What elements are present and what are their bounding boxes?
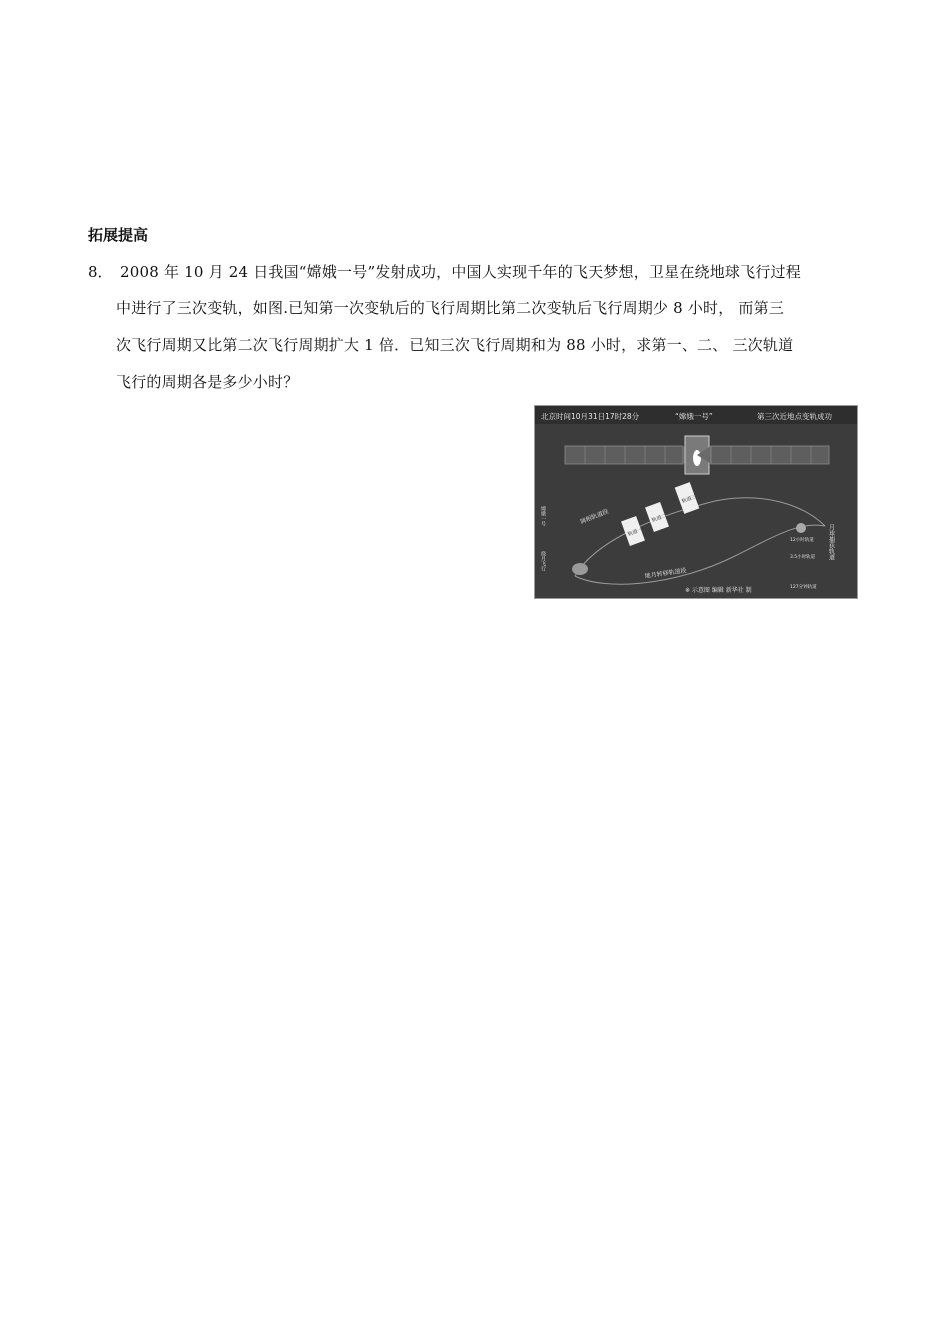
orbit-tag-1 — [621, 516, 645, 546]
svg-text:轨道一: 轨道一 — [627, 526, 644, 538]
diagram-header-center: “嫦娥一号” — [675, 412, 713, 421]
label-phasing-orbit: 调相轨道段 — [579, 508, 610, 526]
diagram-header-left: 北京时间10月31日17时28分 — [541, 412, 640, 421]
small-label-2: 3.5小时轨道 — [790, 555, 816, 560]
side-label-a: 嫦娥一号 — [540, 506, 546, 526]
question-line-3: 次飞行周期又比第二次飞行周期扩大 1 倍．已知三次飞行周期和为 88 小时，求第一、二、 三次轨道 — [116, 336, 794, 354]
orbit-path-lower — [575, 525, 825, 584]
question-line-2: 中进行了三次变轨，如图.已知第一次变轨后的飞行周期比第二次变轨后飞行周期少 8 小时， 而第三 — [116, 299, 785, 317]
label-transfer-orbit: 地月转移轨道段 — [644, 567, 687, 580]
orbit-tag-3 — [675, 482, 700, 514]
orbit-diagram-svg — [535, 406, 857, 598]
orbit-diagram-image — [534, 405, 858, 599]
diagram-bottom-credit: ※ 示意图 编辑 新华社 制 — [685, 587, 752, 594]
orbit-path-upper — [575, 498, 825, 576]
label-lunar-capture: 月球捕获轨道 — [827, 524, 835, 560]
satellite-illustration — [565, 436, 829, 474]
diagram-header-right: 第三次近地点变轨成功 — [757, 412, 832, 421]
question-number: 8． — [88, 263, 113, 281]
moon-icon — [796, 523, 806, 533]
section-title: 拓展提高 — [88, 226, 149, 244]
small-label-1: 12小时轨道 — [790, 538, 814, 543]
svg-text:轨道二: 轨道二 — [651, 512, 668, 524]
earth-icon — [572, 563, 588, 575]
small-label-3: 127分钟轨道 — [790, 585, 817, 590]
question-line-4: 飞行的周期各是多少小时？ — [116, 373, 299, 391]
question-line-1: 2008 年 10 月 24 日我国“嫦娥一号”发射成功，中国人实现千年的飞天梦想，卫星在绕地球飞行过程 — [120, 263, 801, 281]
side-label-b: 绕月飞行 — [540, 551, 546, 571]
svg-text:轨道三: 轨道三 — [681, 493, 698, 505]
orbit-tag-2 — [645, 502, 669, 532]
